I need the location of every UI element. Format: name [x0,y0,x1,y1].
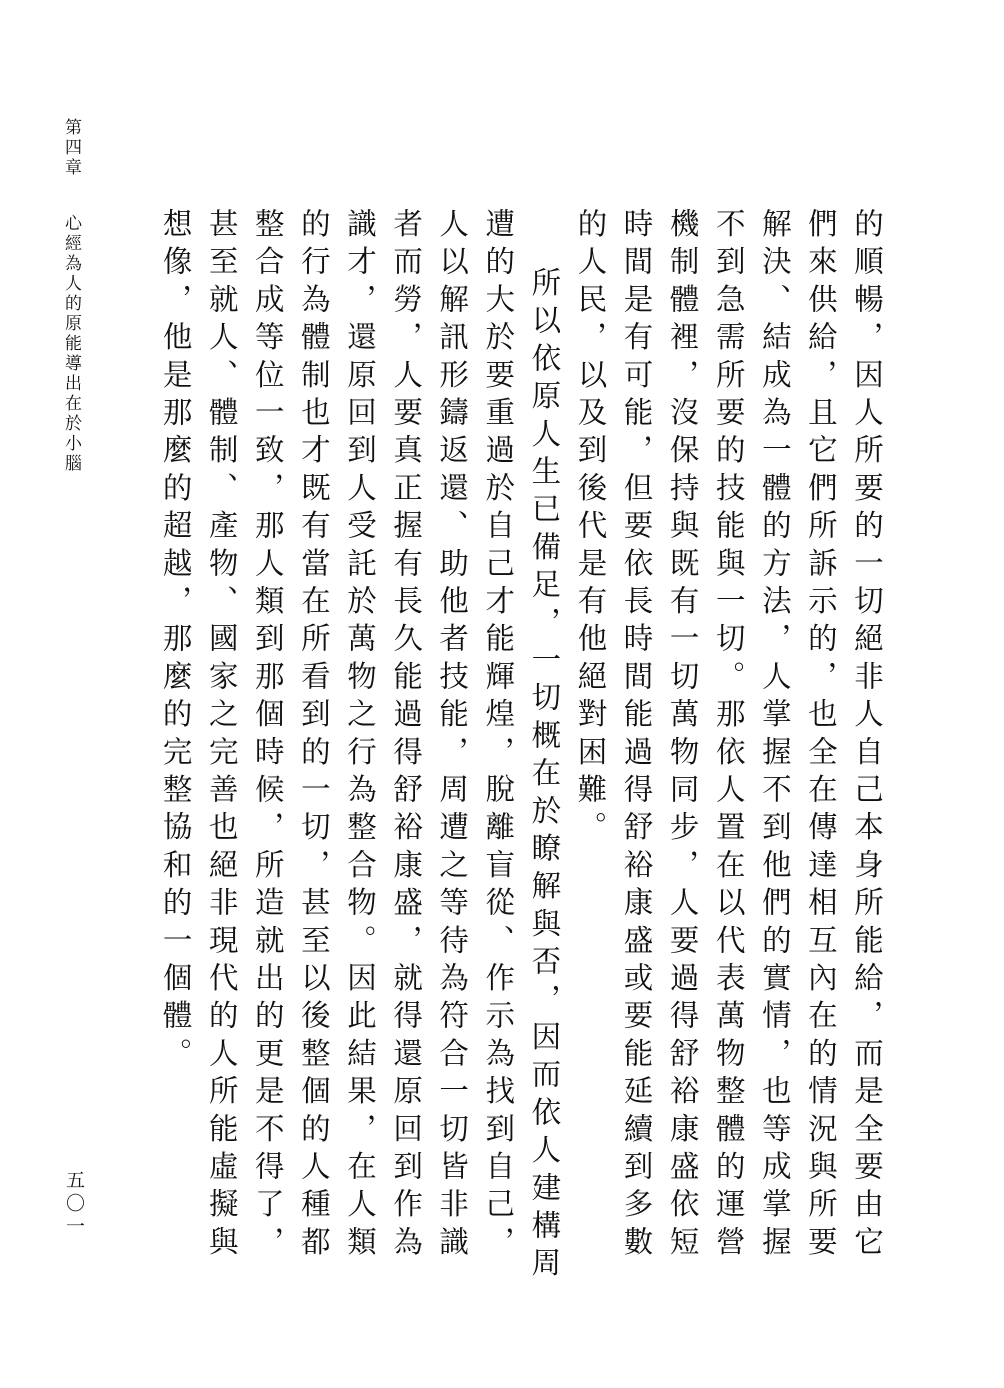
page-number: 五〇一 [63,1170,85,1239]
paragraph-2: 所以依原人生已備足，一切概在於瞭解與否，因而依人建構周遭的大於要重過於自己才能輝煌，脫離盲從、作示為找到自己，人以解訊形鑄返還、助他者技能，周遭之等待為符合一切皆非識者而勞，人要真正握有長久能過得舒裕康盛，就得還原回到作為識才，還原回到人受託於萬物之行為整合物。因此結果，在人類的行為體制也才既有當在所看到的一切，甚至以後整個的人種都整合成等位一致，那人類到那個時候，所造就出的更是不得了，甚至就人、體制、產物、國家之完善也絕非現代的人所能虛擬與想像，他是那麼的超越，那麼的完整協和的一個體。 [158,208,562,1285]
body-text [158,208,890,1288]
running-head [61,118,81,474]
chapter-title: 心經為人的原能導出在於小腦 [61,214,81,474]
paragraph-1: 的順暢，因人所要的一切絕非人自己本身所能給，而是全要由它們來供給，且它們所訴示的，也全在傳達相互內在的情況與所要解決、結成為一體的方法，人掌握不到他們的實情，也等成掌握不到急需所要的技能與一切。那依人置在以代表萬物整體的運營機制體裡，沒保持與既有一切萬物同步，人要過得舒裕康盛依短時間是有可能，但要依長時間能過得舒裕康盛或要能延續到多數的人民，以及到後代是有他絕對困難。 [573,208,884,1264]
chapter-label: 第四章 [61,118,81,178]
